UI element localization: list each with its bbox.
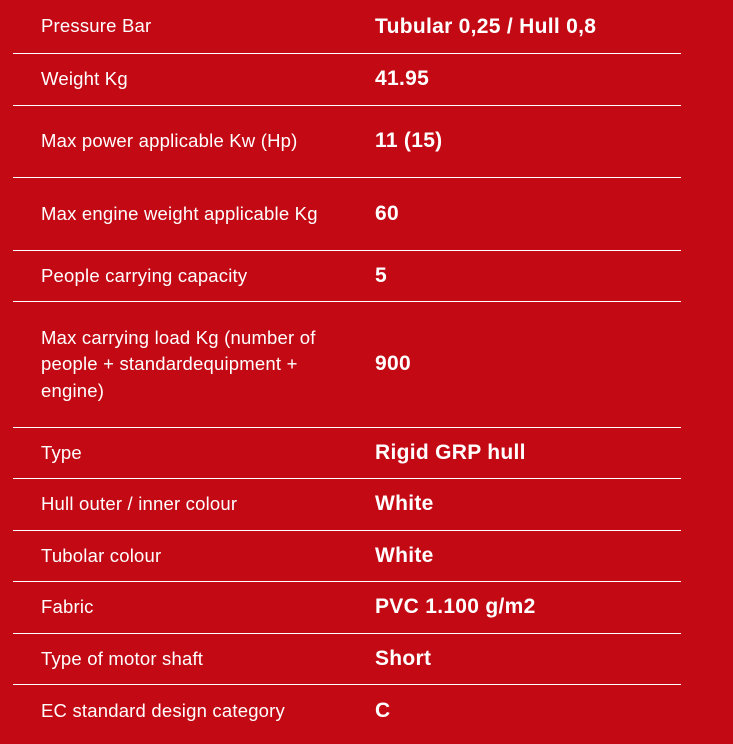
spec-row-motor-shaft: [13, 634, 681, 686]
spec-label: Fabric: [41, 596, 94, 617]
spec-row-tubolar-colour: [13, 531, 681, 583]
spec-value: White: [375, 543, 434, 567]
spec-label: Hull outer / inner colour: [41, 493, 238, 514]
spec-label: Pressure Bar: [41, 15, 152, 37]
spec-value: White: [375, 492, 434, 516]
spec-row-type: [13, 428, 681, 480]
spec-label: Type of motor shaft: [41, 647, 204, 669]
spec-label: EC standard design category: [41, 699, 285, 721]
spec-row-max-power: [13, 106, 681, 179]
spec-value: 60: [375, 201, 399, 225]
spec-label: Weight Kg: [41, 68, 128, 89]
spec-value: 41.95: [375, 67, 430, 91]
spec-label: People carrying capacity: [41, 264, 248, 286]
spec-label: Max power applicable Kw (Hp): [41, 130, 298, 151]
spec-label: Max carrying load Kg (number of people + standardequipment + engine): [41, 326, 316, 401]
spec-row-weight: [13, 54, 681, 106]
spec-value: PVC 1.100 g/m2: [375, 595, 536, 619]
spec-value: 900: [375, 352, 411, 376]
spec-row-fabric: [13, 582, 681, 634]
spec-value: 11 (15): [375, 129, 443, 153]
spec-row-people-capacity: [13, 251, 681, 303]
spec-label: Type: [41, 441, 82, 463]
spec-value: 5: [375, 263, 387, 287]
specifications-table: [13, 0, 681, 737]
spec-row-design-category: [13, 685, 681, 737]
spec-value: Tubular 0,25 / Hull 0,8: [375, 14, 597, 38]
spec-value: Rigid GRP hull: [375, 440, 526, 464]
spec-row-hull-colour: [13, 479, 681, 531]
spec-label: Max engine weight applicable Kg: [41, 202, 318, 224]
spec-value: Short: [375, 646, 432, 670]
spec-value: C: [375, 699, 391, 722]
spec-row-max-engine-weight: [13, 178, 681, 251]
spec-row-max-load: [13, 302, 681, 428]
spec-row-pressure: [13, 0, 681, 54]
spec-label: Tubolar colour: [41, 544, 162, 566]
